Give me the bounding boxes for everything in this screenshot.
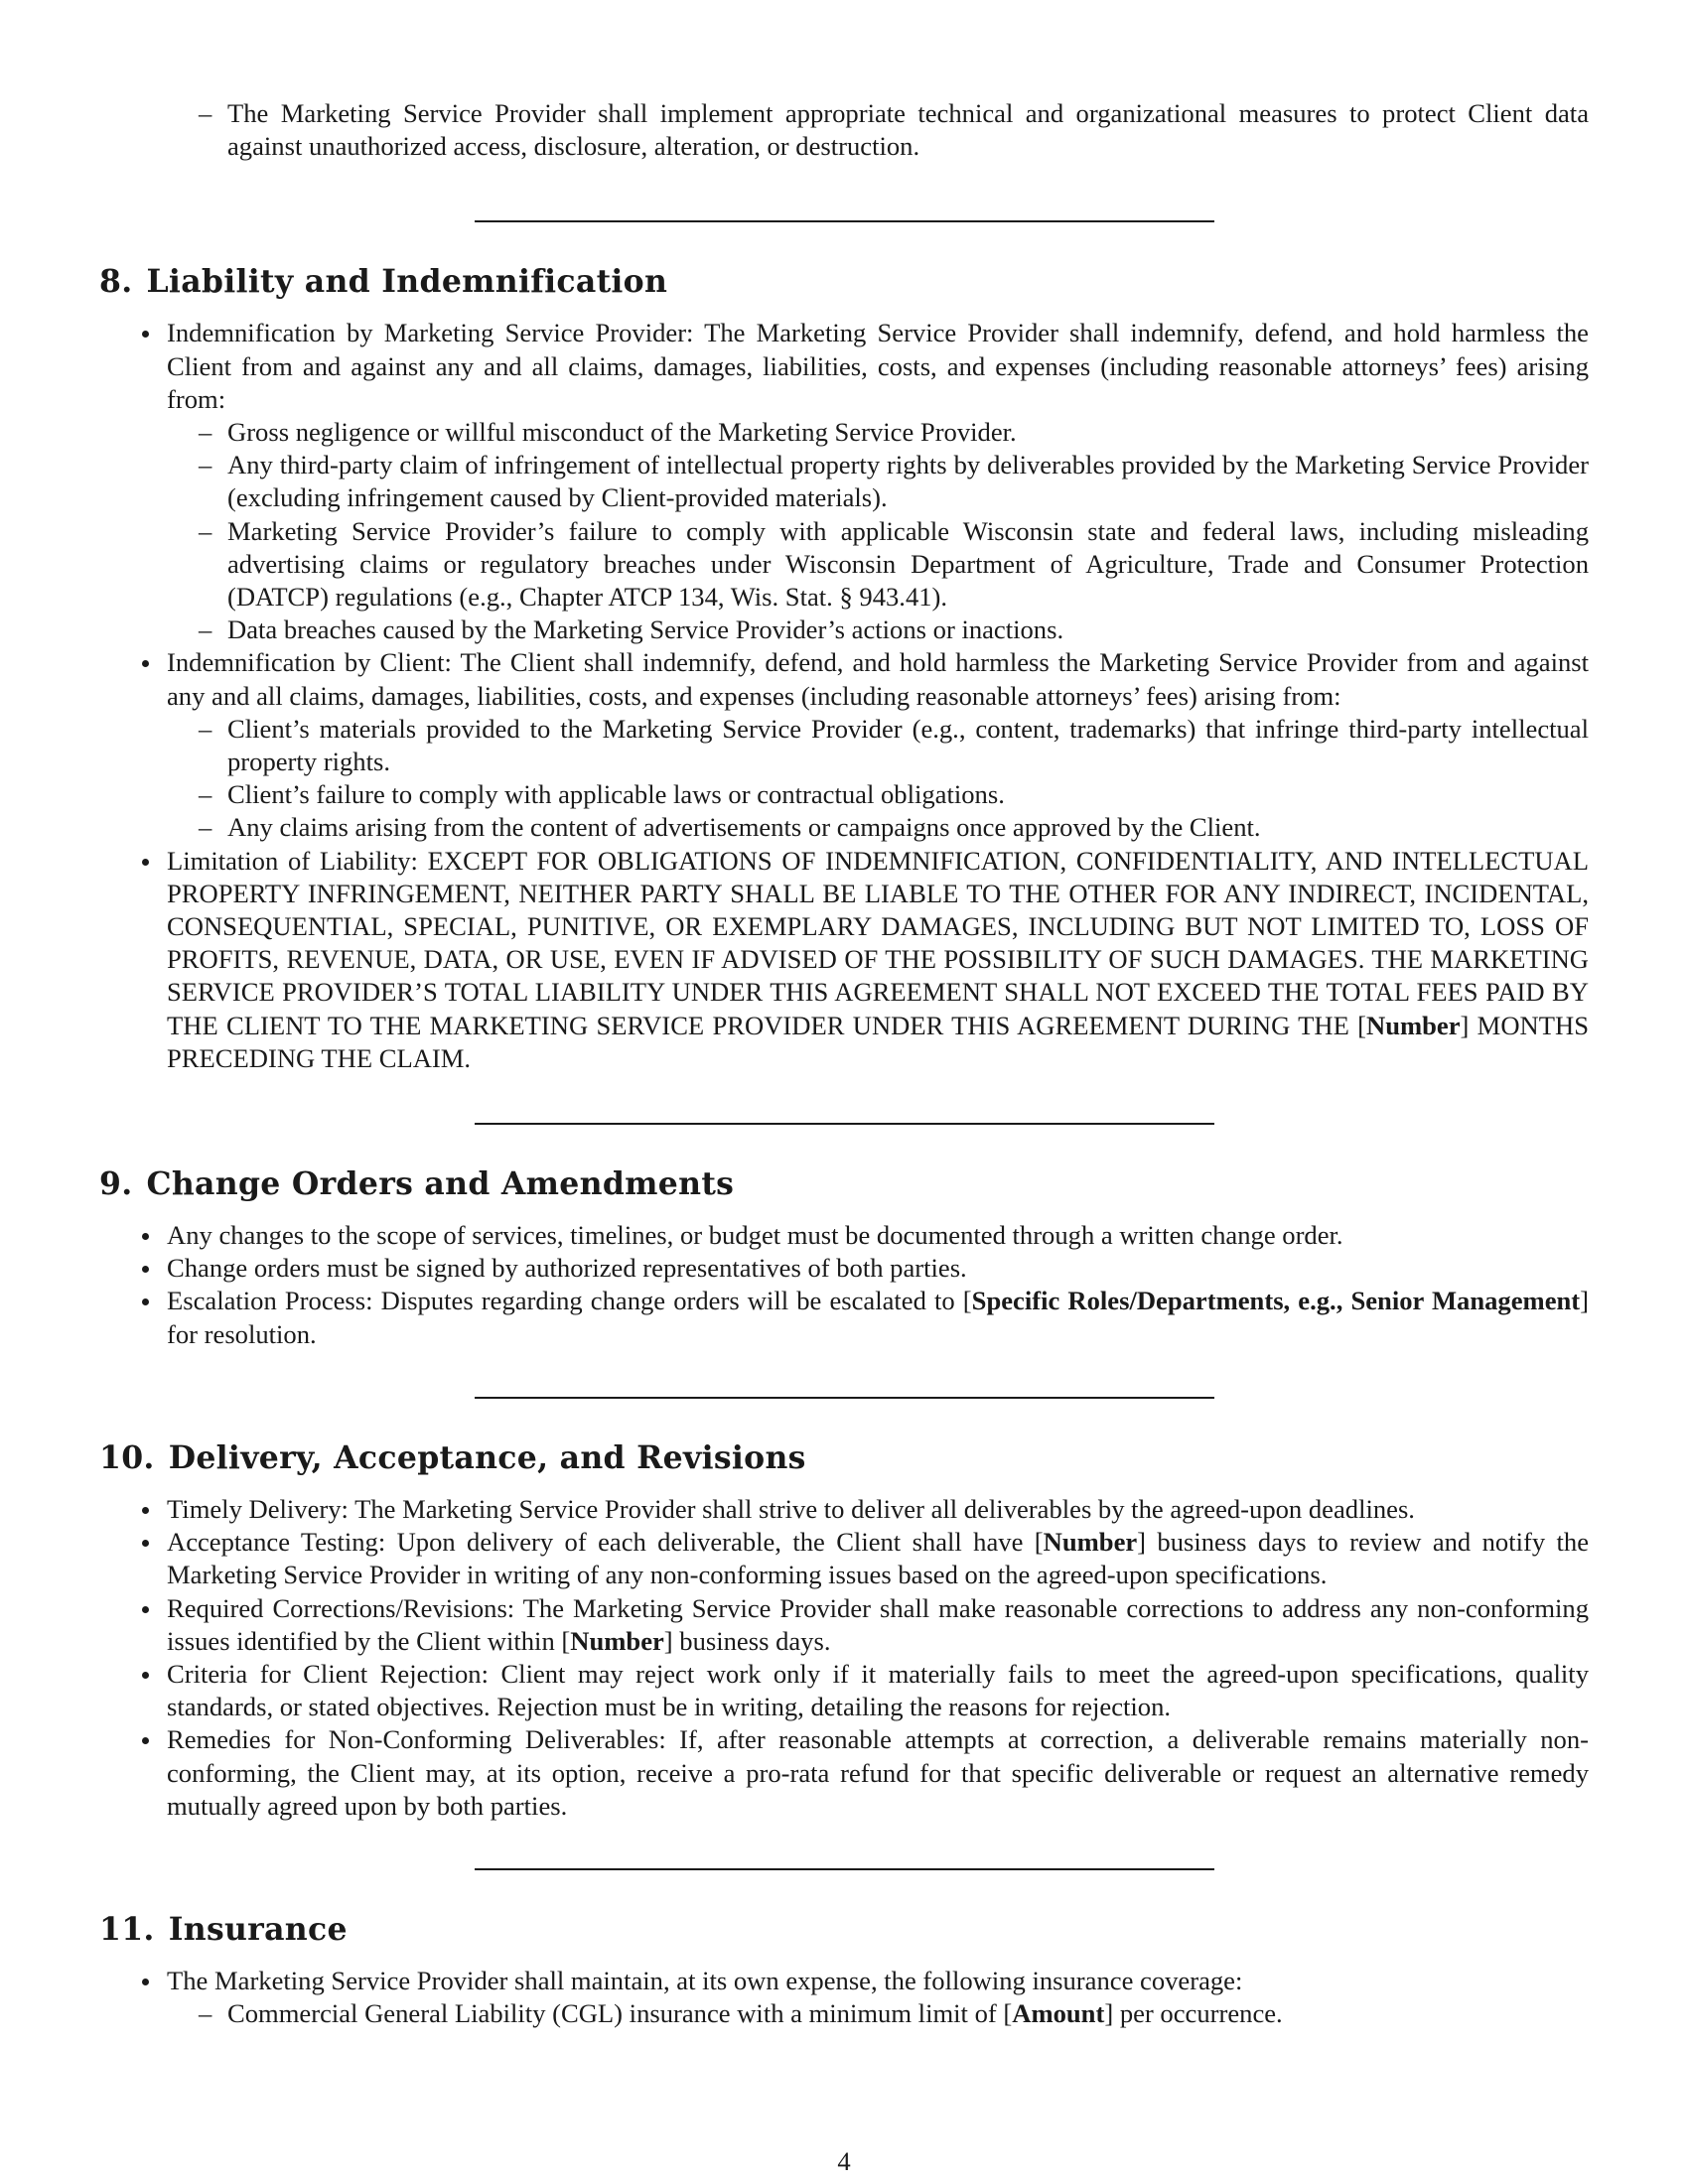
section-heading-9: 9. Change Orders and Amendments (99, 1165, 735, 1203)
bullet-icon (142, 660, 149, 667)
bullet-icon (142, 1233, 149, 1240)
bullet-icon (142, 1737, 149, 1744)
list-subitem: – Gross negligence or willful misconduct of the Marketing Service Provider. (199, 417, 1017, 448)
list-item: Required Corrections/Revisions: The Marketing Service Provider shall make reasonable corrections to address any non-conforming issues identified by the Client within [Number] business days. (99, 1592, 1589, 1658)
section-heading-8: 8. Liability and Indemnification (99, 263, 668, 301)
list-subitem: – Data breaches caused by the Marketing Service Provider’s actions or inactions. (199, 614, 1064, 645)
list-subitem: – Any claims arising from the content of advertisements or campaigns once approved by the Client. (199, 812, 1261, 843)
section-heading-11: 11. Insurance (99, 1910, 348, 1948)
list-item: Remedies for Non-Conforming Deliverables: If, after reasonable attempts at correction, a deliverable remains materially non-conforming, the Client may, at its option, receive a pro-rata refund for that specific deliverable or request an alternative remedy mutually agreed upon by both parties. (99, 1723, 1589, 1823)
list-item: Acceptance Testing: Upon delivery of each deliverable, the Client shall have [Number] business days to review and notify the Marketing Service Provider in writing of any non-conforming issues based on the agreed-upon specifications. (99, 1526, 1589, 1591)
list-item: Any changes to the scope of services, timelines, or budget must be documented through a written change order. (99, 1219, 1589, 1252)
bullet-icon (142, 1540, 149, 1547)
list-subitem: – The Marketing Service Provider shall implement appropriate technical and organizational measures to protect Client data against unauthorized access, disclosure, alteration, or destruction. (199, 98, 1589, 162)
bullet-icon (142, 1979, 149, 1985)
list-item: The Marketing Service Provider shall maintain, at its own expense, the following insurance coverage: (99, 1965, 1589, 1997)
section-8-list (99, 317, 1589, 1075)
section-9-list (99, 1219, 1589, 1351)
page-number: 4 (837, 2146, 851, 2176)
bullet-icon (142, 1266, 149, 1273)
bullet-icon (142, 1672, 149, 1679)
list-item: Limitation of Liability: EXCEPT FOR OBLIGATIONS OF INDEMNIFICATION, CONFIDENTIALITY, AND INTELLECTUAL PROPERTY INFRINGEMENT, NEITHER PARTY SHALL BE LIABLE TO THE OTHER FOR ANY INDIRECT, INCIDENTAL, CONSEQUENTIAL, SPECIAL, PUNITIVE, OR EXEMPLARY DAMAGES, INCLUDING BUT NOT LIMITED TO, LOSS OF PROFITS, REVENUE, DATA, OR USE, EVEN IF ADVISED OF THE POSSIBILITY OF SUCH DAMAGES. THE MARKETING SERVICE PROVIDER’S TOTAL LIABILITY UNDER THIS AGREEMENT SHALL NOT EXCEED THE TOTAL FEES PAID BY THE CLIENT TO THE MARKETING SERVICE PROVIDER UNDER THIS AGREEMENT DURING THE [Number] MONTHS PRECEDING THE CLAIM. (99, 845, 1589, 1075)
bullet-icon (142, 331, 149, 338)
bullet-icon (142, 1298, 149, 1305)
list-subitem: – Any third-party claim of infringement of intellectual property rights by deliverables provided by the Marketing Service Provider (excluding infringement caused by Client-provided materials). (199, 450, 1589, 513)
section-divider (475, 1123, 1214, 1125)
section-divider (475, 1868, 1214, 1870)
bullet-icon (142, 859, 149, 866)
list-item: Indemnification by Marketing Service Provider: The Marketing Service Provider shall indemnify, defend, and hold harmless the Client from and against any and all claims, damages, liabilities, costs, and expenses (including reasonable attorneys’ fees) arising from: (99, 317, 1589, 416)
section-11-list (99, 1965, 1589, 2030)
list-item: Change orders must be signed by authorized representatives of both parties. (99, 1252, 1589, 1285)
list-item: Criteria for Client Rejection: Client may reject work only if it materially fails to meet the agreed-upon specifications, quality standards, or stated objectives. Rejection must be in writing, detailing the reasons for rejection. (99, 1658, 1589, 1723)
list-subitem: – Marketing Service Provider’s failure to comply with applicable Wisconsin state and federal laws, including misleading advertising claims or regulatory breaches under Wisconsin Department of Agriculture, Trade and Consumer Protection (DATCP) regulations (e.g., Chapter ATCP 134, Wis. Stat. § 943.41). (199, 515, 1589, 613)
document-page (99, 97, 1589, 2030)
list-item: Indemnification by Client: The Client shall indemnify, defend, and hold harmless the Marketing Service Provider from and against any and all claims, damages, liabilities, costs, and expenses (including reasonable attorneys’ fees) arising from: (99, 646, 1589, 712)
list-subitem: – Client’s failure to comply with applicable laws or contractual obligations. (199, 779, 1005, 810)
list-item: Timely Delivery: The Marketing Service Provider shall strive to deliver all deliverables by the agreed-upon deadlines. (99, 1493, 1589, 1526)
section-10-list (99, 1493, 1589, 1823)
list-item: Escalation Process: Disputes regarding change orders will be escalated to [Specific Roles/Departments, e.g., Senior Management] for resolution. (99, 1285, 1589, 1350)
list-subitem: – Commercial General Liability (CGL) insurance with a minimum limit of [Amount] per occurrence. (199, 1998, 1283, 2029)
section-divider (475, 220, 1214, 222)
bullet-icon (142, 1606, 149, 1613)
bullet-icon (142, 1507, 149, 1514)
dash-marker: – (199, 98, 212, 128)
list-subitem: – Client’s materials provided to the Marketing Service Provider (e.g., content, trademarks) that infringe third-party intellectual property rights. (199, 713, 1589, 777)
section-divider (475, 1397, 1214, 1399)
section-heading-10: 10. Delivery, Acceptance, and Revisions (99, 1438, 806, 1476)
